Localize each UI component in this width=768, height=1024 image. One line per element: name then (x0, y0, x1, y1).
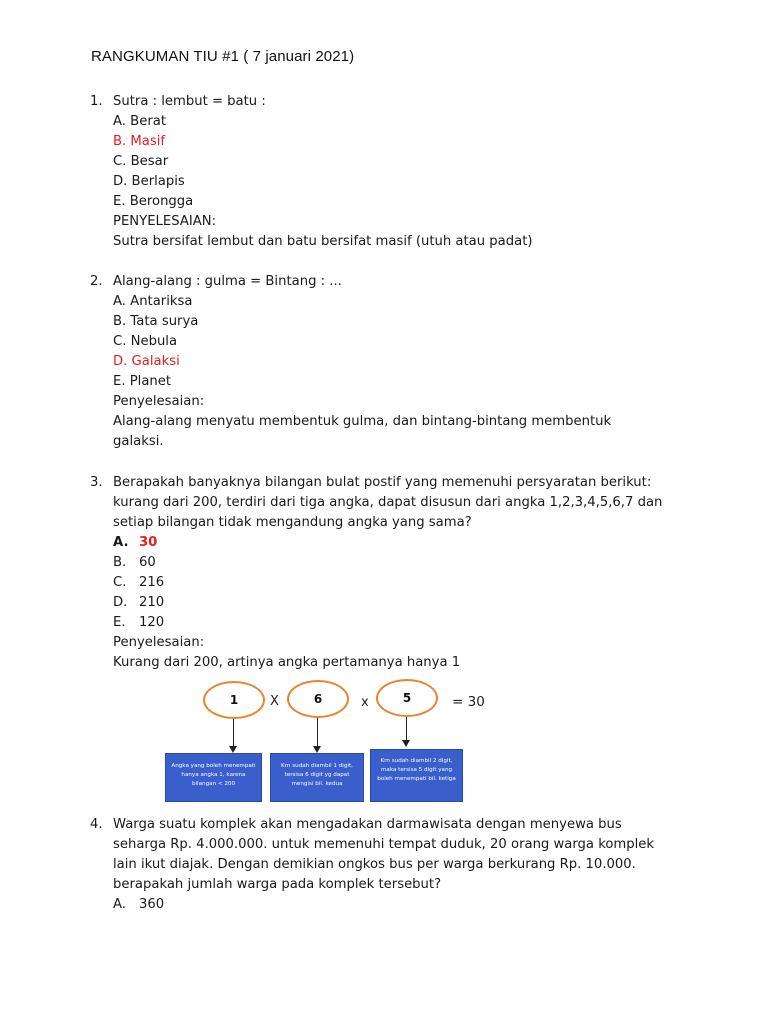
multiply-sign-2: x (361, 695, 369, 710)
solution-label: Penyelesaian: (113, 635, 205, 650)
solution-text: Sutra bersifat lembut dan batu bersifat masif (utuh atau padat) (113, 234, 533, 249)
option-a (113, 895, 690, 915)
question-text: Sutra : lembut = batu : (113, 94, 266, 109)
question-text-line-4: berapakah jumlah warga pada komplek tersebut? (113, 877, 442, 892)
option-letter: A. (113, 535, 129, 550)
option-letter: E. (113, 615, 126, 630)
option-d (113, 593, 690, 613)
option-a: A. Antariksa (113, 294, 193, 309)
question-text-line-2: kurang dari 200, terdiri dari tiga angka, dapat disusun dari angka 1,2,3,4,5,6,7 dan (113, 495, 663, 510)
solution-text: Kurang dari 200, artinya angka pertamanya hanya 1 (113, 655, 461, 670)
option-d: D. Berlapis (113, 174, 185, 189)
solution-text-line-1: Alang-alang menyatu membentuk gulma, dan bintang-bintang membentuk (113, 414, 612, 429)
option-letter: A. (113, 897, 126, 912)
result-text: = 30 (452, 694, 485, 710)
arrow-line-3 (406, 717, 407, 741)
arrow-head-2 (313, 746, 321, 753)
option-letter: C. (113, 575, 127, 590)
option-b (113, 553, 690, 573)
question-text-line-2: seharga Rp. 4.000.000. untuk memenuhi tempat duduk, 20 orang warga komplek (113, 837, 655, 852)
option-a: A. Berat (113, 114, 167, 129)
option-e (113, 613, 690, 633)
option-b: B. Tata surya (113, 314, 199, 329)
arrow-head-1 (229, 746, 237, 753)
question-text: Alang-alang : gulma = Bintang : ... (113, 274, 342, 289)
note-box-3: Krn sudah diambil 2 digit, maka tersisa 5 digit yang boleh menempati bil. ketiga (370, 749, 463, 802)
note-box-2: Krn sudah diambil 1 digit, tersisa 6 digit yg dapat mengisi bil. kedua (270, 753, 364, 802)
question-text-line-3: lain ikut diajak. Dengan demikian ongkos bus per warga berkurang Rp. 10.000. (113, 857, 636, 872)
question-text-line-1: Berapakah banyaknya bilangan bulat postif yang memenuhi persyaratan berikut: (113, 475, 652, 490)
question-number: 4. (90, 817, 103, 832)
factor-oval-3: 5 (376, 679, 438, 717)
option-e: E. Berongga (113, 194, 194, 209)
question-1 (90, 92, 690, 252)
option-c: C. Besar (113, 154, 169, 169)
option-value: 30 (139, 535, 158, 550)
factor-oval-1: 1 (203, 681, 265, 719)
solution-label: PENYELESAIAN: (113, 214, 217, 229)
solution-text-line-2: galaksi. (113, 434, 164, 449)
question-3 (90, 473, 690, 673)
question-text-line-1: Warga suatu komplek akan mengadakan darmawisata dengan menyewa bus (113, 817, 622, 832)
option-value: 360 (139, 897, 165, 912)
option-value: 120 (139, 615, 165, 630)
option-letter: D. (113, 595, 128, 610)
factor-oval-2: 6 (287, 680, 349, 718)
option-value: 216 (139, 575, 165, 590)
question-text-line-3: setiap bilangan tidak mengandung angka yang sama? (113, 515, 472, 530)
option-e: E. Planet (113, 374, 172, 389)
option-c (113, 573, 690, 593)
option-value: 60 (139, 555, 156, 570)
question-number: 3. (90, 475, 103, 490)
note-box-1: Angka yang boleh menempati hanya angka 1, karena bilangan < 200 (165, 753, 262, 802)
option-b-correct: B. Masif (113, 134, 166, 149)
multiply-sign-1: X (270, 694, 279, 709)
arrow-line-2 (317, 718, 318, 747)
question-4 (90, 815, 690, 915)
option-letter: B. (113, 555, 127, 570)
arrow-line-1 (233, 719, 234, 747)
question-2 (90, 272, 690, 452)
question-number: 1. (90, 94, 103, 109)
option-c: C. Nebula (113, 334, 178, 349)
question-number: 2. (90, 274, 103, 289)
option-d-correct: D. Galaksi (113, 354, 180, 369)
option-a-correct (113, 533, 690, 553)
solution-label: Penyelesaian: (113, 394, 205, 409)
arrow-head-3 (402, 740, 410, 747)
option-value: 210 (139, 595, 165, 610)
document-title: RANGKUMAN TIU #1 ( 7 januari 2021) (91, 48, 355, 65)
